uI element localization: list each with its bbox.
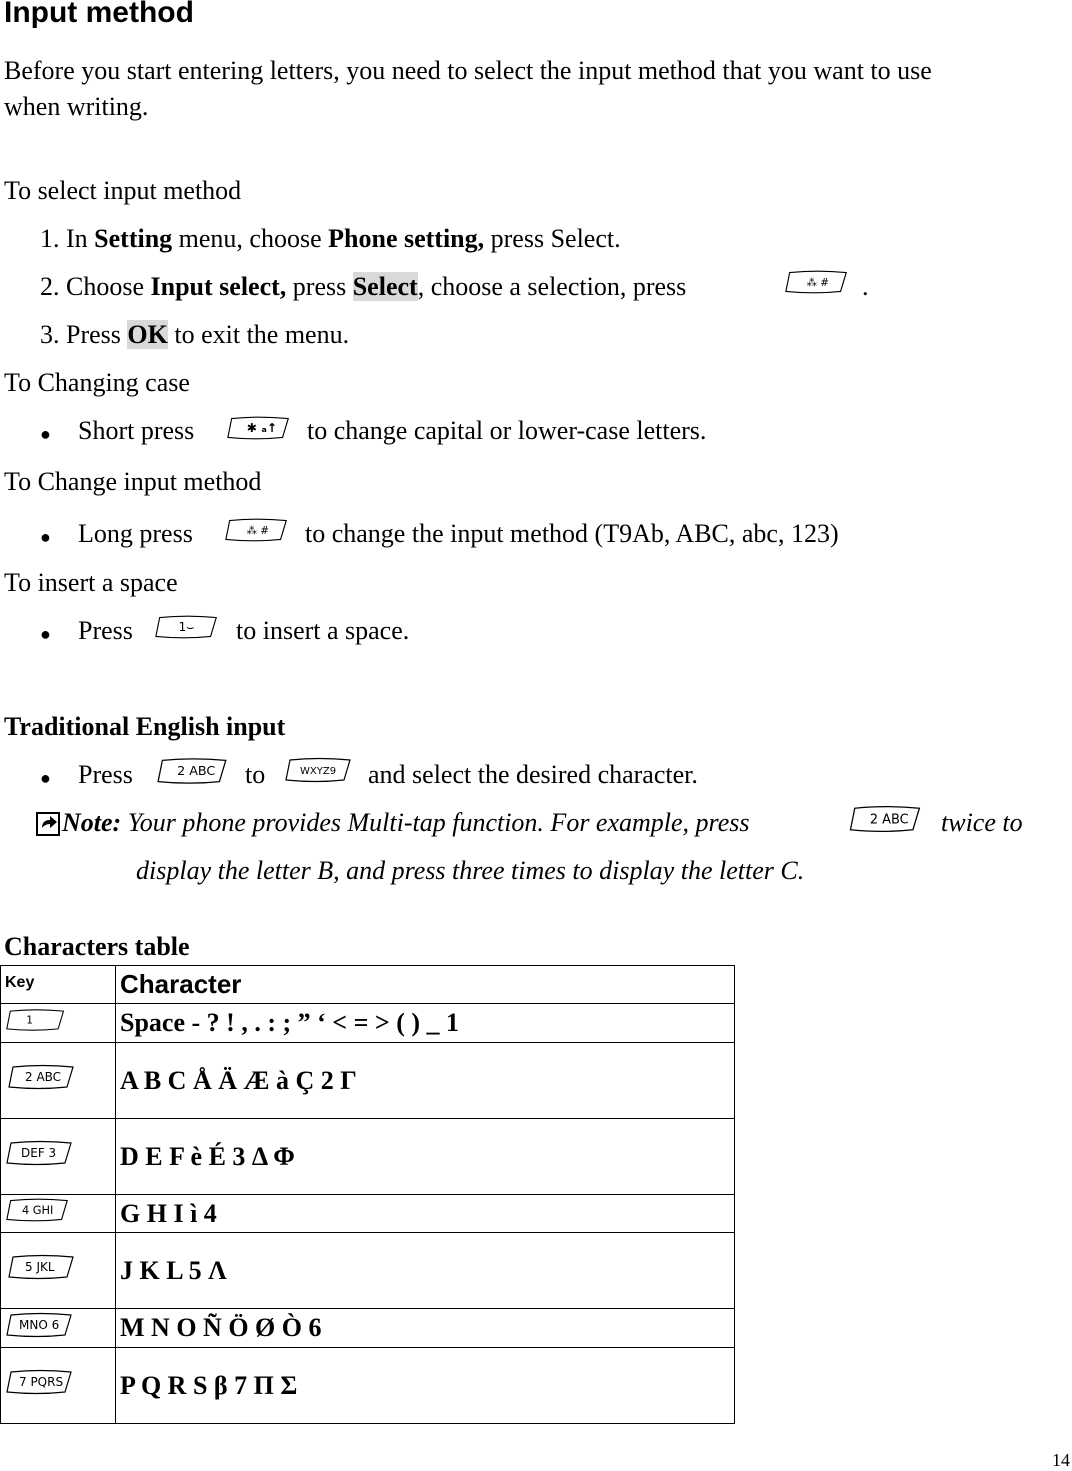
- chars-cell: M N O Ñ Ö Ø Ò 6: [116, 1309, 735, 1348]
- table-row: [1, 1233, 735, 1309]
- key-cell: [1, 1195, 116, 1233]
- case-bullet-b: to change capital or lower-case letters.: [307, 416, 707, 445]
- svg-text:4 GHI: 4 GHI: [21, 1203, 54, 1217]
- page-title: Input method: [4, 0, 194, 29]
- table-row: [1, 1348, 735, 1424]
- one-key-icon: [154, 613, 220, 641]
- trad-bullet-c: and select the desired character.: [368, 760, 698, 789]
- hash-key-icon: [224, 516, 290, 544]
- trad-bullet-b: to: [245, 760, 266, 789]
- svg-text:1: 1: [26, 1013, 34, 1027]
- method-heading: To Change input method: [4, 467, 262, 496]
- bullet-icon: ●: [40, 527, 51, 547]
- note-line-1b: twice to: [941, 808, 1023, 837]
- svg-text:7 PQRS: 7 PQRS: [19, 1375, 64, 1389]
- step-1: 1. In Setting menu, choose Phone setting, press Select.: [40, 224, 621, 253]
- svg-text:⁂ #: ⁂ #: [806, 276, 829, 289]
- chars-cell: Space - ? ! , . : ; ” ‘ < = > ( ) _ 1: [116, 1004, 735, 1043]
- chars-cell: D E F è É 3 Δ Φ: [116, 1119, 735, 1195]
- characters-table: [0, 965, 735, 1424]
- six-key-icon: [5, 1312, 75, 1338]
- bullet-icon: ●: [40, 424, 51, 444]
- case-bullet-a: Short press: [78, 416, 195, 445]
- trad-bullet-a: Press: [78, 760, 133, 789]
- key-cell: [1, 1043, 116, 1119]
- key-cell: [1, 1309, 116, 1348]
- two-key-icon: [156, 757, 230, 785]
- svg-text:DEF 3: DEF 3: [21, 1146, 57, 1160]
- note-line-1: Note: Your phone provides Multi-tap function. For example, press: [62, 808, 750, 837]
- note-line-2: display the letter B, and press three times to display the letter C.: [136, 856, 805, 885]
- table-row: [1, 1309, 735, 1348]
- svg-text:5 JKL: 5 JKL: [25, 1260, 55, 1274]
- hash-key-icon: [784, 268, 850, 296]
- chars-cell: G H I ì 4: [116, 1195, 735, 1233]
- header-key: Key: [1, 966, 116, 1004]
- space-heading: To insert a space: [4, 568, 178, 597]
- table-row: [1, 1119, 735, 1195]
- traditional-heading: Traditional English input: [4, 712, 286, 741]
- svg-text:2 ABC: 2 ABC: [25, 1070, 62, 1084]
- page-number: 14: [1052, 1450, 1070, 1470]
- bullet-icon: ●: [40, 624, 51, 644]
- table-header-row: [1, 966, 735, 1004]
- key-cell: [1, 1348, 116, 1424]
- three-key-icon: [5, 1140, 75, 1166]
- two-key-icon: [848, 805, 924, 833]
- space-bullet-a: Press: [78, 616, 133, 645]
- note-arrow-icon: [36, 812, 62, 841]
- svg-text:2 ABC: 2 ABC: [177, 763, 216, 779]
- svg-text:1⌣: 1⌣: [178, 619, 195, 634]
- key-cell: [1, 1119, 116, 1195]
- header-character: Character: [116, 966, 735, 1004]
- step-3: 3. Press OK to exit the menu.: [40, 320, 350, 349]
- bullet-icon: ●: [40, 768, 51, 788]
- chars-cell: P Q R S β 7 Π Σ: [116, 1348, 735, 1424]
- method-bullet-a: Long press: [78, 519, 193, 548]
- svg-text:⁂ #: ⁂ #: [246, 524, 269, 537]
- nine-key-icon: [284, 756, 354, 784]
- select-heading: To select input method: [4, 176, 242, 205]
- key-cell: [1, 1004, 116, 1043]
- step-2: 2. Choose Input select, press Select, choose a selection, press: [40, 272, 687, 301]
- five-key-icon: [5, 1254, 79, 1280]
- case-heading: To Changing case: [4, 368, 190, 397]
- two-key-icon: [5, 1064, 79, 1090]
- space-bullet-b: to insert a space.: [236, 616, 410, 645]
- method-bullet-b: to change the input method (T9Ab, ABC, abc, 123): [305, 519, 839, 548]
- star-key-icon: [226, 414, 292, 442]
- table-heading: Characters table: [4, 932, 190, 961]
- svg-text:MNO 6: MNO 6: [19, 1317, 60, 1332]
- svg-text:WXYZ9: WXYZ9: [300, 766, 337, 777]
- step-2-period: .: [862, 272, 869, 301]
- intro-line-2: when writing.: [4, 92, 149, 121]
- svg-text:2 ABC: 2 ABC: [869, 812, 909, 828]
- svg-text:✱ ₐ↑: ✱ ₐ↑: [246, 420, 278, 435]
- key-cell: [1, 1233, 116, 1309]
- intro-line-1: Before you start entering letters, you need to select the input method that you want to use: [4, 56, 932, 85]
- chars-cell: A B C Å Ä Æ à Ç 2 Γ: [116, 1043, 735, 1119]
- four-key-icon: [5, 1197, 71, 1223]
- table-row: [1, 1043, 735, 1119]
- seven-key-icon: [5, 1369, 75, 1395]
- one-key-icon: [5, 1007, 67, 1033]
- chars-cell: J K L 5 Λ: [116, 1233, 735, 1309]
- table-row: [1, 1195, 735, 1233]
- table-row: [1, 1004, 735, 1043]
